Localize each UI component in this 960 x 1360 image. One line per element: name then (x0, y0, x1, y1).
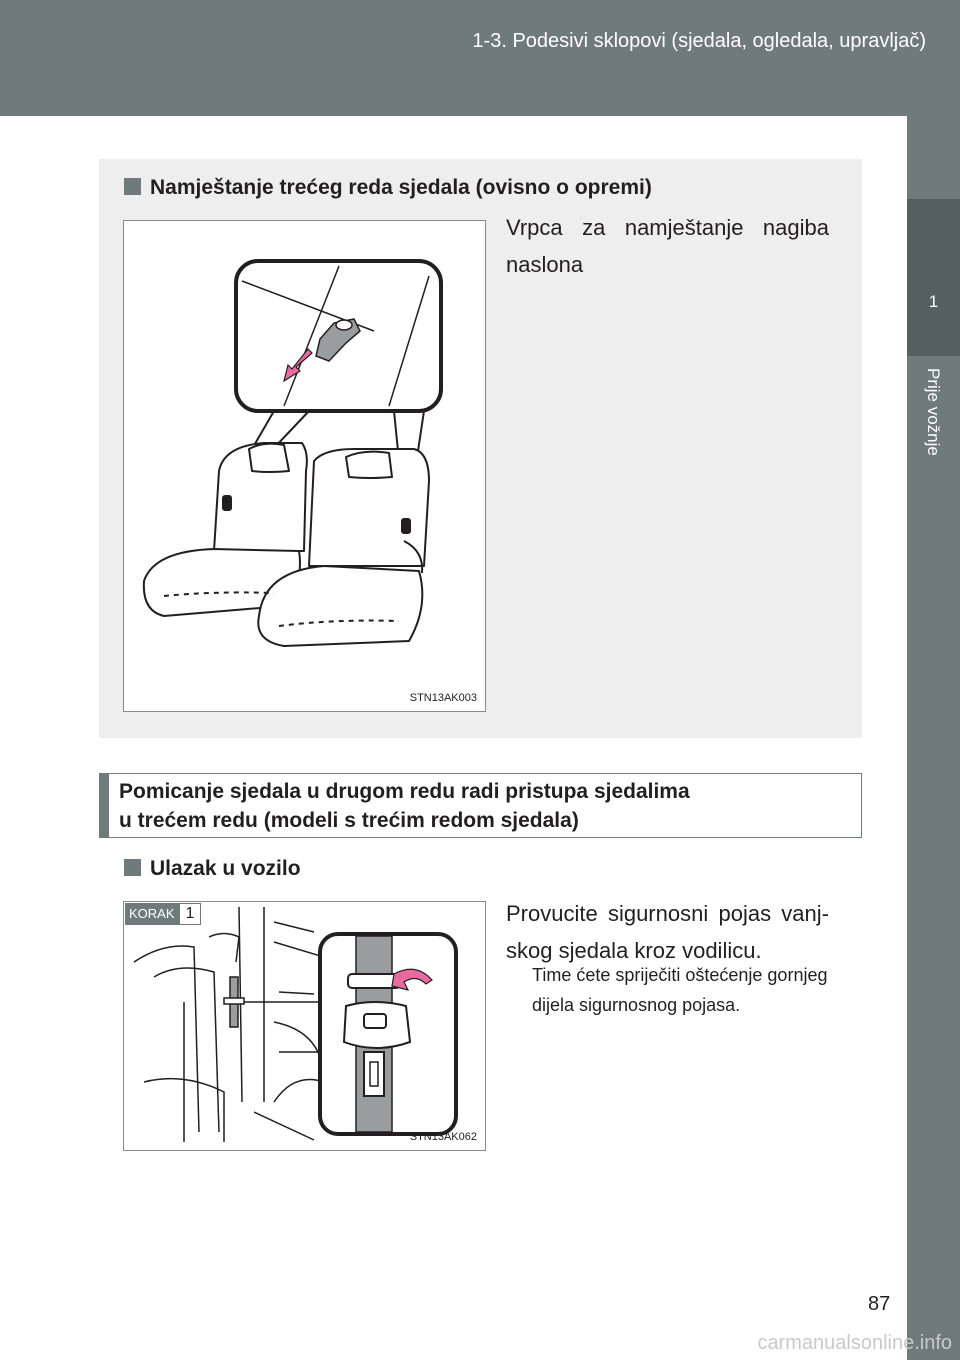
third-row-panel (99, 159, 862, 738)
third-row-title-text: Namještanje trećeg reda sjedala (ovisno o opremi) (150, 176, 652, 199)
page-number: 87 (868, 1293, 891, 1315)
square-bullet-icon (124, 859, 141, 876)
step-badge (125, 903, 201, 925)
section-title (119, 777, 690, 835)
seatbelt-guide-figure (123, 901, 486, 1151)
third-row-title (124, 176, 652, 200)
third-row-text: Vrpca za namještanje nagiba naslona (506, 215, 829, 277)
figure-code: STN13AK003 (409, 692, 477, 704)
page-header (0, 0, 960, 116)
chapter-title: 1-3. Podesivi sklopovi (sjedala, ogledala, upravljač) (472, 30, 926, 52)
section-header-bar (100, 774, 109, 837)
entry-step-text: Provucite sigurnosni pojas vanjskog sjedala kroz vodilicu. (506, 901, 829, 963)
chapter-number: 1 (928, 292, 939, 311)
entry-title (124, 857, 301, 881)
figure-code: STN13AK062 (409, 1131, 477, 1143)
chapter-tab-active (907, 199, 960, 356)
seatbelt-illustration-icon (124, 902, 485, 1150)
watermark-text: carmanualsonline.info (757, 1332, 952, 1354)
square-bullet-icon (124, 178, 141, 195)
chapter-label: Prije vožnje (924, 368, 943, 456)
section-header (99, 773, 862, 838)
chapter-label-wrap (907, 368, 960, 478)
seat-illustration-icon (124, 221, 485, 711)
entry-title-text: Ulazak u vozilo (150, 857, 301, 880)
entry-note: Time ćete spriječiti oštećenje gornjeg dijela sigurnosnog pojasa. (532, 965, 828, 1015)
step-number: 1 (179, 903, 202, 925)
section-title-line2: u trećem redu (modeli s trećim redom sjedala) (119, 809, 579, 832)
section-title-line1: Pomicanje sjedala u drugom redu radi pristupa sjedalima (119, 780, 690, 803)
third-row-seat-figure (123, 220, 486, 712)
step-label: KORAK (125, 903, 179, 925)
